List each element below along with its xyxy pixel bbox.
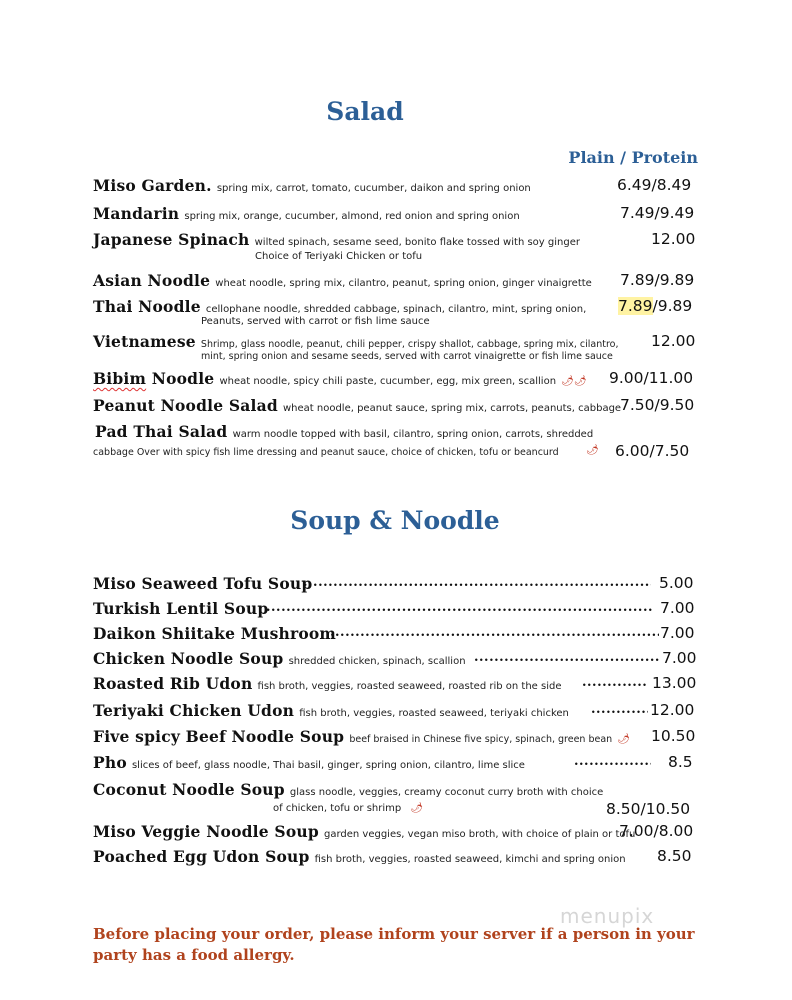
item-desc: beef braised in Chinese five spicy, spinach, green bean (349, 734, 613, 745)
item-price: 7.00 (660, 599, 695, 617)
item-price: 8.50 (657, 847, 692, 865)
menu-item-vietnamese (93, 332, 702, 351)
item-name: Miso Veggie Noodle Soup (93, 822, 319, 841)
item-name-part: Bibim (93, 369, 147, 388)
item-name: Vietnamese (93, 332, 196, 351)
item-desc: slices of beef, glass noodle, Thai basil, ginger, spring onion, cilantro, lime slice (131, 760, 525, 771)
item-price: 7.50/9.50 (620, 396, 695, 414)
item-name: Miso Seaweed Tofu Soup (93, 574, 313, 593)
item-price: 12.00 (651, 332, 696, 350)
item-desc: glass noodle, veggies, creamy coconut curry broth with choice (289, 787, 604, 798)
chili-pepper-icon: 🌶 (586, 445, 599, 456)
item-price: 5.00 (659, 574, 694, 592)
item-name: Japanese Spinach (93, 230, 250, 249)
menu-item-coconut-noodle-soup (93, 780, 702, 799)
item-desc-line2: Choice of Teriyaki Chicken or tofu (255, 251, 423, 262)
item-name: Five spicy Beef Noodle Soup (93, 727, 345, 746)
item-price: 8.50/10.50 (606, 800, 691, 818)
item-name: Miso Garden. (93, 176, 212, 195)
allergy-notice: Before placing your order, please inform your server if a person in your party has a food allergy. (93, 925, 695, 964)
item-desc: fish broth, veggies, roasted seaweed, roasted rib on the side (257, 681, 562, 692)
menu-item-miso-veggie-noodle-soup (93, 822, 702, 841)
salad-section-title: Salad (326, 97, 404, 126)
soup-section-title: Soup & Noodle (290, 506, 500, 535)
item-price: 8.5 (668, 753, 693, 771)
menupix-watermark: menupix (560, 904, 655, 928)
item-name: Roasted Rib Udon (93, 674, 253, 693)
menu-item-japanese-spinach (93, 230, 702, 249)
item-price: 6.00/7.50 (615, 442, 690, 460)
item-desc-text: of chicken, tofu or shrimp (273, 803, 402, 814)
item-price: 13.00 (652, 674, 697, 692)
item-price: 7.49/9.49 (620, 204, 695, 222)
item-desc: fish broth, veggies, roasted seaweed, teriyaki chicken (299, 708, 569, 719)
item-name: Thai Noodle (93, 297, 201, 316)
chili-pepper-icon: 🌶🌶 (561, 376, 587, 387)
plain-protein-header: Plain / Protein (568, 148, 698, 167)
item-name: Poached Egg Udon Soup (93, 847, 310, 866)
chili-pepper-icon: 🌶 (410, 803, 424, 814)
menu-item-peanut-noodle-salad (93, 396, 702, 415)
menu-item-five-spicy-beef-noodle-soup (93, 727, 702, 746)
item-name: Pad Thai Salad (95, 422, 228, 441)
menu-item-poached-egg-udon-soup (93, 847, 702, 866)
item-price: 10.50 (651, 727, 696, 745)
item-name: Asian Noodle (93, 271, 211, 290)
item-price: 12.00 (650, 701, 695, 719)
item-price: 12.00 (651, 230, 696, 248)
dot-leader (582, 675, 648, 690)
item-desc: garden veggies, vegan miso broth, with choice of plain or tofu (323, 829, 636, 840)
menu-item-pad-thai-salad (95, 422, 702, 441)
item-name (93, 369, 214, 388)
item-desc-line2: Peanuts, served with carrot or fish lime sauce (201, 316, 430, 327)
item-desc: wheat noodle, peanut sauce, spring mix, carrots, peanuts, cabbage (282, 403, 622, 414)
item-desc: warm noodle topped with basil, cilantro, spring onion, carrots, shredded (232, 429, 594, 440)
item-desc: wheat noodle, spring mix, cilantro, peanut, spring onion, ginger vinaigrette (215, 278, 592, 289)
item-name: Pho (93, 753, 127, 772)
item-desc-line2: mint, spring onion and sesame seeds, served with carrot vinaigrette or fish lime sauce (201, 351, 613, 362)
item-desc: wilted spinach, sesame seed, bonito flake tossed with soy ginger (254, 237, 580, 248)
highlighted-price: 7.89 (618, 297, 653, 315)
item-desc: spring mix, carrot, tomato, cucumber, daikon and spring onion (216, 183, 531, 194)
menu-item-thai-noodle (93, 297, 702, 316)
item-name-part: Noodle (146, 369, 215, 388)
dot-leader (474, 650, 660, 665)
dot-leader (303, 575, 651, 590)
item-desc-line2: cabbage Over with spicy fish lime dressing and peanut sauce, choice of chicken, tofu or beancurd (93, 447, 559, 458)
item-name: Turkish Lentil Soup (93, 599, 269, 618)
item-desc: spring mix, orange, cucumber, almond, red onion and spring onion (184, 211, 520, 222)
dot-leader (591, 702, 648, 717)
item-name: Peanut Noodle Salad (93, 396, 278, 415)
menu-item-miso-garden (93, 176, 702, 195)
item-price: 6.49/8.49 (617, 176, 692, 194)
chili-pepper-icon: 🌶 (617, 734, 630, 745)
dot-leader (266, 600, 652, 615)
item-name: Chicken Noodle Soup (93, 649, 284, 668)
dot-leader (330, 625, 659, 640)
dot-leader (574, 754, 651, 769)
item-price: 7.00 (660, 624, 695, 642)
item-price: 9.00/11.00 (609, 369, 694, 387)
menu-item-mandarin (93, 204, 702, 223)
item-desc-line2 (273, 803, 423, 814)
price-suffix: /9.89 (652, 297, 693, 315)
item-name: Teriyaki Chicken Udon (93, 701, 295, 720)
item-name: Mandarin (93, 204, 180, 223)
item-price (618, 297, 692, 315)
item-price: 7.89/9.89 (620, 271, 695, 289)
item-desc: Shrimp, glass noodle, peanut, chili pepper, crispy shallot, cabbage, spring mix, cilantro, (200, 339, 619, 350)
item-desc: wheat noodle, spicy chili paste, cucumber, egg, mix green, scallion (219, 376, 557, 387)
item-name: Coconut Noodle Soup (93, 780, 285, 799)
menu-item-asian-noodle (93, 271, 702, 290)
item-desc: cellophane noodle, shredded cabbage, spinach, cilantro, mint, spring onion, (205, 304, 587, 315)
item-desc: fish broth, veggies, roasted seaweed, kimchi and spring onion (314, 854, 626, 865)
item-desc: shredded chicken, spinach, scallion (288, 656, 466, 667)
item-price: 7.00 (662, 649, 697, 667)
item-name: Daikon Shiitake Mushroom (93, 624, 337, 643)
item-price: 7.00/8.00 (619, 822, 694, 840)
